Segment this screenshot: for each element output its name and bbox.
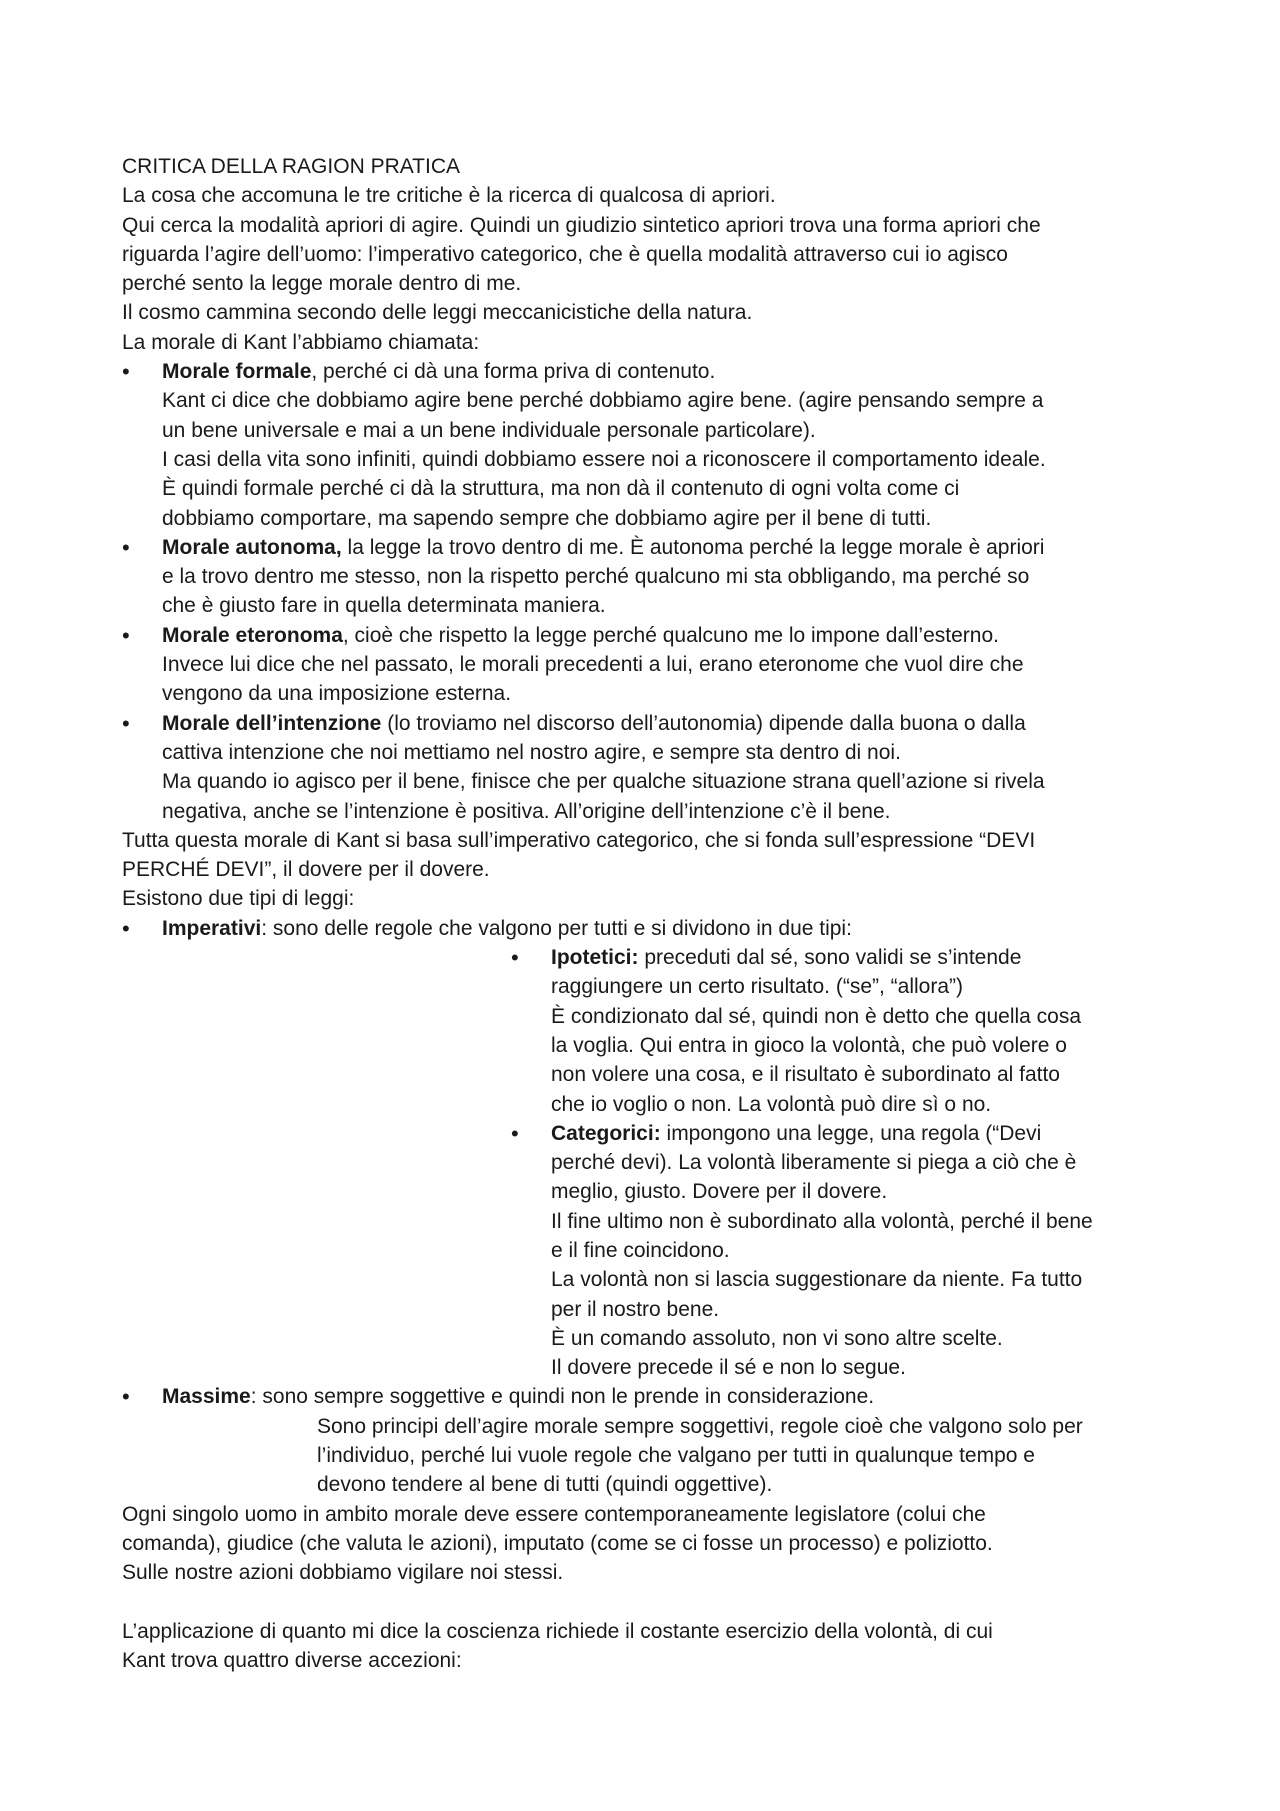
- list-item-morale-formale: • Morale formale, perché ci dà una forma priva di contenuto. Kant ci dice che dobbiamo agire bene perché dobbiamo agire bene. (agire pensando sempre a un bene universale e mai a un bene individuale personale particolare). I casi della vita sono infiniti, quindi dobbiamo essere noi a riconoscere il comportamento ideale. È quindi formale perché ci dà la struttura, ma non dà il contenuto di ogni volta come ci dobbiamo comportare, ma sapendo sempre che dobbiamo agire per il bene di tutti.: [122, 357, 1184, 533]
- list-item-morale-autonoma: • Morale autonoma, la legge la trovo dentro di me. È autonoma perché la legge morale è apriori e la trovo dentro me stesso, non la rispetto perché qualcuno mi sta obbligando, ma perché so che è giusto fare in quella determinata maniera.: [122, 533, 1184, 621]
- list-item-morale-intenzione: • Morale dell’intenzione (lo troviamo nel discorso dell’autonomia) dipende dalla buona o dalla cattiva intenzione che noi mettiamo nel nostro agire, e sempre sta dentro di noi. Ma quando io agisco per il bene, finisce che per qualche situazione strana quell’azione si rivela negativa, anche se l’intenzione è positiva. All’origine dell’intenzione c’è il bene.: [122, 709, 1184, 826]
- document-title: CRITICA DELLA RAGION PRATICA: [122, 155, 461, 178]
- list-line: vengono da una imposizione esterna.: [162, 682, 512, 706]
- sublist-item-categorici: • Categorici: impongono una legge, una regola (“Devi perché devi). La volontà liberamente si piega a ciò che è meglio, giusto. Dovere per il dovere. Il fine ultimo non è subordinato alla volontà, perché il bene e il fine coincidono. La volontà non si lascia suggestionare da niente. Fa tutto per il nostro bene. È un comando assoluto, non vi sono altre scelte. Il dovere precede il sé e non lo segue.: [122, 1119, 1184, 1383]
- paragraph-line: comanda), giudice (che valuta le azioni), imputato (come se ci fosse un processo) e poliziotto.: [122, 1531, 993, 1555]
- list-line: l’individuo, perché lui vuole regole che valgano per tutti in qualunque tempo e: [317, 1444, 1035, 1468]
- list-line: I casi della vita sono infiniti, quindi dobbiamo essere noi a riconoscere il comportamento ideale.: [162, 447, 1046, 471]
- bullet-icon: [122, 914, 162, 944]
- term: Morale eteronoma: [162, 623, 343, 647]
- list-item-massime: • Massime: sono sempre soggettive e quindi non le prende in considerazione. Sono principi dell’agire morale sempre soggettivi, regole cioè che valgono solo per l’individuo, perché lui vuole regole che valgano per tutti in qualunque tempo e devono tendere al bene di tutti (quindi oggettive).: [122, 1382, 1184, 1499]
- term: Morale dell’intenzione: [162, 711, 382, 735]
- term: Morale formale: [162, 360, 312, 384]
- bullet-icon: [122, 709, 162, 739]
- paragraph-line: Tutta questa morale di Kant si basa sull’imperativo categorico, che si fonda sull’espressione “DEVI: [122, 828, 1036, 852]
- list-line: Il fine ultimo non è subordinato alla volontà, perché il bene: [551, 1209, 1093, 1233]
- term: Ipotetici:: [551, 946, 639, 970]
- sublist-item-ipotetici: • Ipotetici: preceduti dal sé, sono validi se s’intende raggiungere un certo risultato. (“se”, “allora”) È condizionato dal sé, quindi non è detto che quella cosa la voglia. Qui entra in gioco la volontà, che può volere o non volere una cosa, e il risultato è subordinato al fatto che io voglio o non. La volontà può dire sì o no.: [122, 943, 1184, 1119]
- list-line: Ma quando io agisco per il bene, finisce che per qualche situazione strana quell’azione si rivela: [162, 770, 1045, 794]
- list-item-imperativi: • Imperativi: sono delle regole che valgono per tutti e si dividono in due tipi:: [122, 914, 1184, 943]
- paragraph-line: PERCHÉ DEVI”, il dovere per il dovere.: [122, 858, 490, 882]
- bullet-icon: [122, 1382, 162, 1412]
- paragraph-line: Kant trova quattro diverse accezioni:: [122, 1649, 462, 1673]
- term: Massime: [162, 1385, 251, 1409]
- list-line: Sono principi dell’agire morale sempre soggettivi, regole cioè che valgono solo per: [317, 1414, 1083, 1438]
- blank-line: [122, 1588, 1184, 1617]
- list-line: meglio, giusto. Dovere per il dovere.: [551, 1180, 888, 1204]
- document-page: [122, 152, 1184, 1675]
- list-line: un bene universale e mai a un bene individuale personale particolare).: [162, 418, 816, 442]
- list-line: Il dovere precede il sé e non lo segue.: [551, 1356, 906, 1380]
- list-line: La volontà non si lascia suggestionare da niente. Fa tutto: [551, 1268, 1083, 1292]
- bullet-icon: [511, 1119, 551, 1149]
- bullet-icon: [122, 533, 162, 563]
- term: Imperativi: [162, 916, 262, 940]
- list-line: per il nostro bene.: [551, 1297, 720, 1321]
- paragraph-line: riguarda l’agire dell’uomo: l’imperativo categorico, che è quella modalità attraverso cui io agisco: [122, 242, 1008, 266]
- list-line: non volere una cosa, e il risultato è subordinato al fatto: [551, 1063, 1060, 1087]
- list-line: cattiva intenzione che noi mettiamo nel nostro agire, e sempre sta dentro di noi.: [162, 740, 901, 764]
- list-line: raggiungere un certo risultato. (“se”, “allora”): [551, 975, 964, 999]
- paragraph-line: La morale di Kant l’abbiamo chiamata:: [122, 330, 480, 354]
- paragraph-line: L’applicazione di quanto mi dice la coscienza richiede il costante esercizio della volontà, di cui: [122, 1619, 993, 1643]
- list-line: la voglia. Qui entra in gioco la volontà, che può volere o: [551, 1033, 1067, 1057]
- list-line: dobbiamo comportare, ma sapendo sempre che dobbiamo agire per il bene di tutti.: [162, 506, 932, 530]
- bullet-icon: [122, 621, 162, 651]
- list-line: Invece lui dice che nel passato, le morali precedenti a lui, erano eteronome che vuol dire che: [162, 653, 1024, 677]
- paragraph-line: perché sento la legge morale dentro di me.: [122, 272, 522, 296]
- paragraph-line: Esistono due tipi di leggi:: [122, 887, 355, 911]
- list-line: È condizionato dal sé, quindi non è detto che quella cosa: [551, 1004, 1082, 1028]
- list-line: È un comando assoluto, non vi sono altre scelte.: [551, 1326, 1003, 1350]
- list-line: che è giusto fare in quella determinata maniera.: [162, 594, 606, 618]
- list-line: e il fine coincidono.: [551, 1238, 730, 1262]
- term: Morale autonoma,: [162, 535, 342, 559]
- list-line: Kant ci dice che dobbiamo agire bene perché dobbiamo agire bene. (agire pensando sempre a: [162, 389, 1044, 413]
- list-line: È quindi formale perché ci dà la struttura, ma non dà il contenuto di ogni volta come ci: [162, 477, 960, 501]
- paragraph-line: Sulle nostre azioni dobbiamo vigilare noi stessi.: [122, 1561, 564, 1585]
- paragraph-line: Ogni singolo uomo in ambito morale deve essere contemporaneamente legislatore (colui che: [122, 1502, 986, 1526]
- list-line: e la trovo dentro me stesso, non la rispetto perché qualcuno mi sta obbligando, ma perché so: [162, 565, 1030, 589]
- list-line: che io voglio o non. La volontà può dire sì o no.: [551, 1092, 992, 1116]
- list-line: devono tendere al bene di tutti (quindi oggettive).: [317, 1473, 773, 1497]
- bullet-icon: [511, 943, 551, 973]
- paragraph-line: Il cosmo cammina secondo delle leggi meccanicistiche della natura.: [122, 301, 753, 325]
- list-item-morale-eteronoma: • Morale eteronoma, cioè che rispetto la legge perché qualcuno me lo impone dall’esterno. Invece lui dice che nel passato, le morali precedenti a lui, erano eteronome che vuol dire che vengono da una imposizione esterna.: [122, 621, 1184, 709]
- paragraph-line: Qui cerca la modalità apriori di agire. Quindi un giudizio sintetico apriori trova una forma apriori che: [122, 213, 1041, 237]
- list-line: negativa, anche se l’intenzione è positiva. All’origine dell’intenzione c’è il bene.: [162, 799, 891, 823]
- bullet-icon: [122, 357, 162, 387]
- list-line: perché devi). La volontà liberamente si piega a ciò che è: [551, 1151, 1077, 1175]
- paragraph-line: La cosa che accomuna le tre critiche è la ricerca di qualcosa di apriori.: [122, 184, 776, 208]
- term: Categorici:: [551, 1121, 661, 1145]
